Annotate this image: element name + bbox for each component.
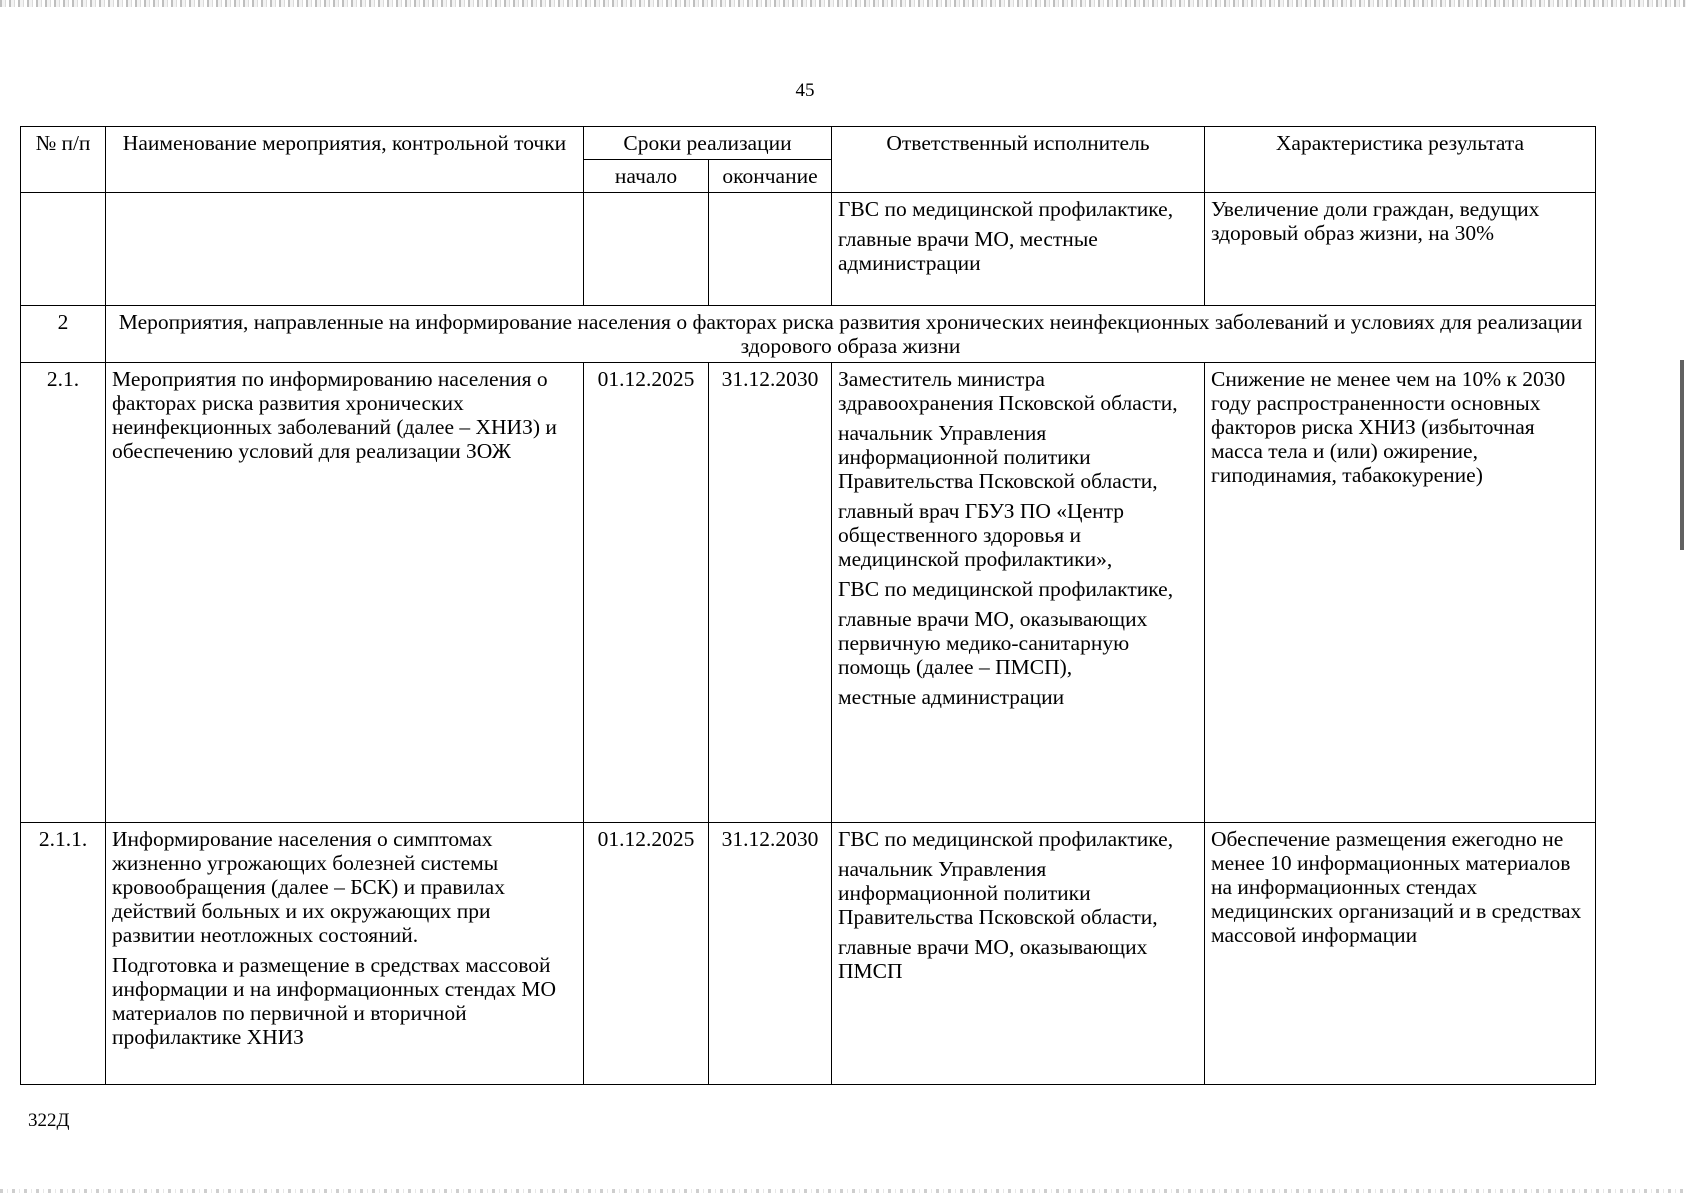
row-name bbox=[106, 193, 584, 306]
row-num: 2.1. bbox=[21, 363, 106, 823]
section-title: Мероприятия, направленные на информирование населения о факторах риска развития хронических неинфекционных заболеваний и условиях для реализации здорового образа жизни bbox=[106, 306, 1596, 363]
row-name bbox=[106, 823, 584, 1085]
row-end: 31.12.2030 bbox=[709, 823, 832, 1085]
row-result: Обеспечение размещения ежегодно не менее 10 информационных материалов на информационных стендах медицинских организаций и в средствах массовой информации bbox=[1205, 823, 1596, 1085]
table-header-row bbox=[21, 127, 1596, 160]
row-result: Снижение не менее чем на 10% к 2030 году распространенности основных факторов риска ХНИЗ (избыточная масса тела и (или) ожирение, гиподинамия, табакокурение) bbox=[1205, 363, 1596, 823]
executor-line: ГВС по медицинской профилактике, bbox=[838, 577, 1174, 601]
row-executor bbox=[832, 193, 1205, 306]
row-result: Увеличение доли граждан, ведущих здоровый образ жизни, на 30% bbox=[1205, 193, 1596, 306]
row-num bbox=[21, 193, 106, 306]
executor-line: главные врачи МО, местные администрации bbox=[838, 227, 1098, 275]
table-row bbox=[21, 193, 1596, 306]
row-num: 2.1.1. bbox=[21, 823, 106, 1085]
row-executor bbox=[832, 823, 1205, 1085]
header-terms: Сроки реализации bbox=[584, 127, 832, 160]
table-row bbox=[21, 363, 1596, 823]
executor-line: местные администрации bbox=[838, 685, 1065, 709]
row-end: 31.12.2030 bbox=[709, 363, 832, 823]
name-paragraph: Мероприятия по информированию населения о факторах риска развития хронических неинфекционных заболеваний (далее – ХНИЗ) и обеспечению условий для реализации ЗОЖ bbox=[112, 367, 557, 463]
name-paragraph: Подготовка и размещение в средствах массовой информации и на информационных стендах МО материалов по первичной и вторичной профилактике ХНИЗ bbox=[112, 953, 557, 1049]
action-plan-table bbox=[20, 126, 1596, 1085]
executor-line: главные врачи МО, оказывающих ПМСП bbox=[838, 935, 1148, 983]
header-end: окончание bbox=[709, 160, 832, 193]
scan-edge-right bbox=[1680, 360, 1684, 550]
section-row bbox=[21, 306, 1596, 363]
header-name: Наименование мероприятия, контрольной точки bbox=[106, 127, 584, 193]
executor-line: ГВС по медицинской профилактике, bbox=[838, 197, 1174, 221]
header-num: № п/п bbox=[21, 127, 106, 193]
row-start: 01.12.2025 bbox=[584, 363, 709, 823]
document-code: 322Д bbox=[28, 1110, 70, 1131]
executor-line: ГВС по медицинской профилактике, bbox=[838, 827, 1174, 851]
executor-line: начальник Управления информационной политики Правительства Псковской области, bbox=[838, 421, 1158, 493]
header-start: начало bbox=[584, 160, 709, 193]
row-executor bbox=[832, 363, 1205, 823]
header-executor: Ответственный исполнитель bbox=[832, 127, 1205, 193]
section-num: 2 bbox=[21, 306, 106, 363]
header-result: Характеристика результата bbox=[1205, 127, 1596, 193]
name-paragraph: Информирование населения о симптомах жизненно угрожающих болезней системы кровообращения (далее – БСК) и правилах действий больных и их окружающих при развитии неотложных состояний. bbox=[112, 827, 505, 947]
table-row bbox=[21, 823, 1596, 1085]
executor-line: начальник Управления информационной политики Правительства Псковской области, bbox=[838, 857, 1158, 929]
row-end bbox=[709, 193, 832, 306]
scan-edge-bottom bbox=[0, 1189, 1686, 1193]
executor-line: главные врачи МО, оказывающих первичную медико-санитарную помощь (далее – ПМСП), bbox=[838, 607, 1148, 679]
executor-line: Заместитель министра здравоохранения Псковской области, bbox=[838, 367, 1178, 415]
scan-edge-top bbox=[0, 0, 1686, 7]
row-start bbox=[584, 193, 709, 306]
row-name bbox=[106, 363, 584, 823]
page-number: 45 bbox=[795, 80, 815, 101]
row-start: 01.12.2025 bbox=[584, 823, 709, 1085]
executor-line: главный врач ГБУЗ ПО «Центр общественного здоровья и медицинской профилактики», bbox=[838, 499, 1125, 571]
